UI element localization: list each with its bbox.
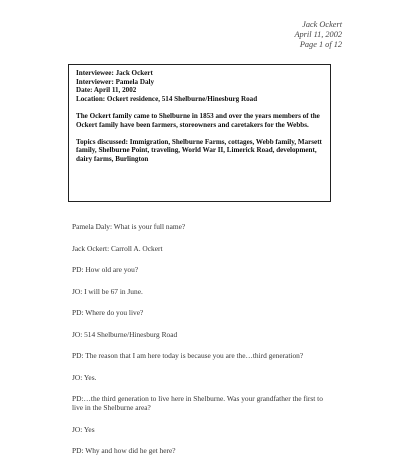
transcript-line: JO: Yes. bbox=[72, 372, 97, 382]
header-date: April 11, 2002 bbox=[294, 30, 342, 39]
transcript-line: JO: Yes bbox=[72, 424, 95, 434]
topics-paragraph: Topics discussed: Immigration, Shelburne Farms, cottages, Webb family, Marsett family, Shelburne Point, traveling, World War II, Limerick Road, development, dairy farms, Burlington bbox=[76, 137, 322, 163]
transcript-line: PD: Why and how did he get here? bbox=[72, 446, 176, 455]
transcript-line: PD: The reason that I am here today is because you are the…third generation? bbox=[72, 351, 304, 360]
interview-transcript bbox=[72, 222, 334, 468]
summary-paragraph: The Ockert family came to Shelburne in 1853 and over the years members of the Ockert family have been farmers, storeowners and caretakers for the Webbs. bbox=[76, 111, 320, 129]
page-header bbox=[294, 20, 342, 50]
header-page-number: Page 1 of 12 bbox=[299, 40, 342, 49]
transcript-line: PD: How old are you? bbox=[72, 265, 139, 274]
interview-info-box bbox=[68, 64, 331, 202]
transcript-line: JO: I will be 67 in June. bbox=[72, 286, 143, 296]
transcript-line: JO: 514 Shelburne/Hinesburg Road bbox=[72, 329, 178, 339]
header-name: Jack Ockert bbox=[302, 20, 342, 29]
transcript-line: PD:…the third generation to live here in Shelburne. Was your grandfather the first to live in the Shelburne area? bbox=[72, 394, 323, 412]
interviewer-line: Interviewer: Pamela Daly bbox=[76, 77, 155, 86]
interviewee-line: Interviewee: Jack Ockert bbox=[76, 69, 153, 77]
transcript-line: Pamela Daly: What is your full name? bbox=[72, 222, 186, 231]
location-line: Location: Ockert residence, 514 Shelburne/Hinesburg Road bbox=[76, 94, 258, 103]
transcript-line: Jack Ockert: Carroll A. Ockert bbox=[72, 243, 163, 253]
transcript-line: PD: Where do you live? bbox=[72, 308, 144, 317]
date-line: Date: April 11, 2002 bbox=[76, 86, 137, 95]
